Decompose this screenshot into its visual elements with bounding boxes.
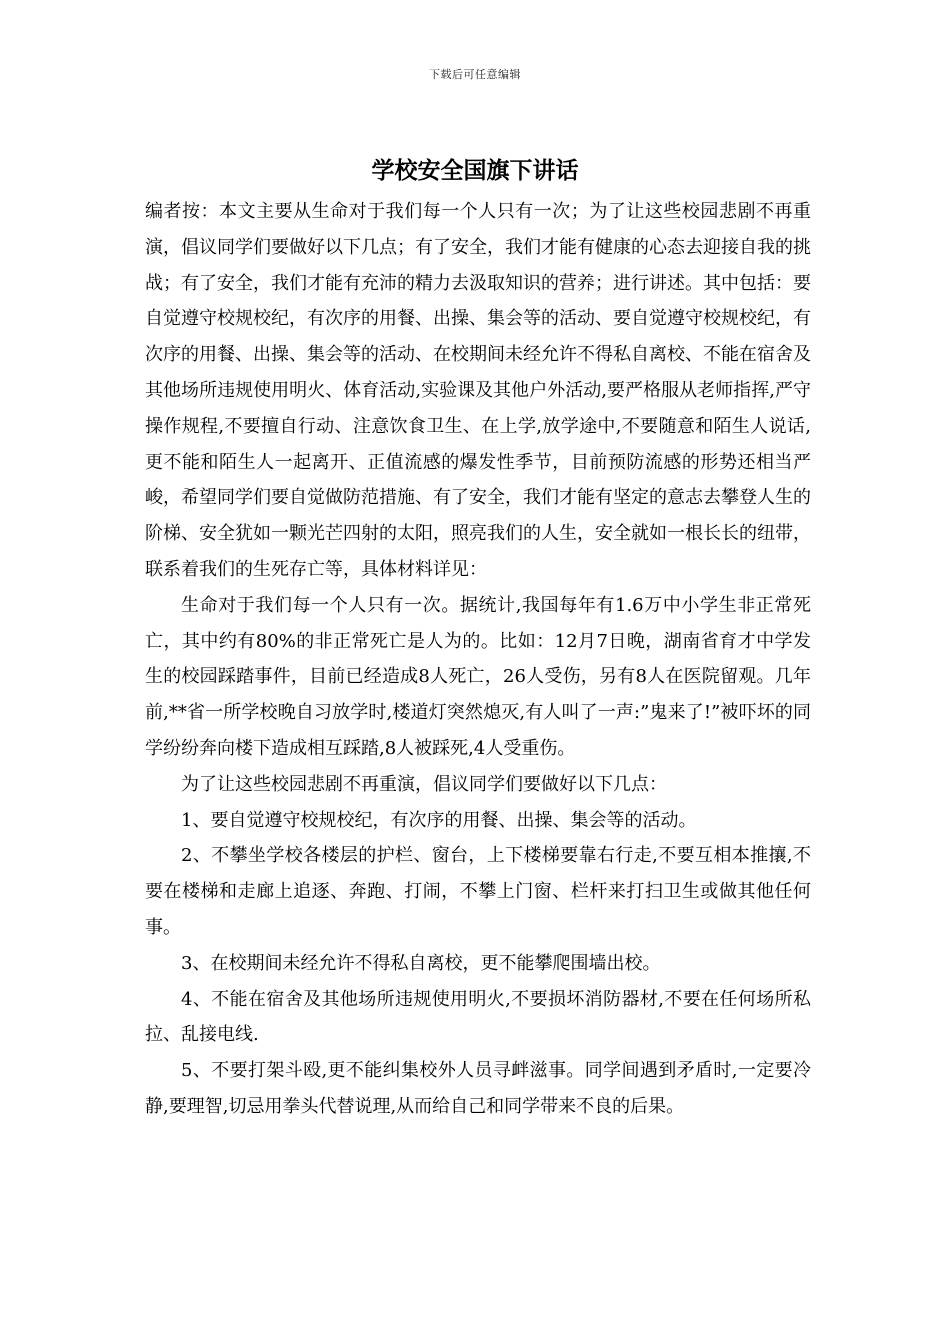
body-paragraph: 生命对于我们每一个人只有一次。据统计,我国每年有1.6万中小学生非正常死亡，其中约有80%的非正常死亡是人为的。比如：12月7日晚，湖南省育才中学发生的校园踩踏事件，目前已经造成8人死亡，26人受伤，另有8人在医院留观。几年前,**省一所学校晚自习放学时,楼道灯突然熄灭,有人叫了一声:”鬼来了!”被吓坏的同学纷纷奔向楼下造成相互踩踏,8人被踩死,4人受重伤。: [145, 594, 811, 759]
document-title: 学校安全国旗下讲话: [371, 158, 579, 184]
list-item: 4、不能在宿舍及其他场所违规使用明火,不要损坏消防器材,不要在任何场所私拉、乱接电线.: [145, 988, 811, 1046]
header-note: 下载后可任意编辑: [429, 68, 521, 81]
list-item: 1、要自觉遵守校规校纪，有次序的用餐、出操、集会等的活动。: [181, 809, 697, 831]
list-item: 5、不要打架斗殴,更不能纠集校外人员寻衅滋事。同学间遇到矛盾时,一定要冷静,要理智,切忌用拳头代替说理,从而给自己和同学带来不良的后果。: [145, 1060, 811, 1117]
list-item: 3、在校期间未经允许不得私自离校，更不能攀爬围墙出校。: [181, 952, 661, 974]
editor-note-paragraph: 编者按：本文主要从生命对于我们每一个人只有一次；为了让这些校园悲剧不再重演，倡议同学们要做好以下几点；有了安全，我们才能有健康的心态去迎接自我的挑战；有了安全，我们才能有充沛的精力去汲取知识的营养；进行讲述。其中包括：要自觉遵守校规校纪，有次序的用餐、出操、集会等的活动、要自觉遵守校规校纪，有次序的用餐、出操、集会等的活动、在校期间未经允许不得私自离校、不能在宿舍及其他场所违规使用明火、体育活动,实验课及其他户外活动,要严格服从老师指挥,严守操作规程,不要擅自行动、注意饮食卫生、在上学,放学途中,不要随意和陌生人说话,更不能和陌生人一起离开、正值流感的爆发性季节，目前预防流感的形势还相当严峻，希望同学们要自觉做防范措施、有了安全，我们才能有坚定的意志去攀登人生的阶梯、安全犹如一颗光芒四射的太阳，照亮我们的人生，安全就如一根长长的纽带，联系着我们的生死存亡等，具体材料详见：: [145, 201, 811, 580]
list-item: 2、不攀坐学校各楼层的护栏、窗台，上下楼梯要靠右行走,不要互相本推攘,不要在楼梯和走廊上追逐、奔跑、打闹，不攀上门窗、栏杆来打扫卫生或做其他任何事。: [145, 845, 811, 938]
document-body: [145, 194, 811, 1125]
body-paragraph: 为了让这些校园悲剧不再重演，倡议同学们要做好以下几点：: [181, 773, 667, 795]
